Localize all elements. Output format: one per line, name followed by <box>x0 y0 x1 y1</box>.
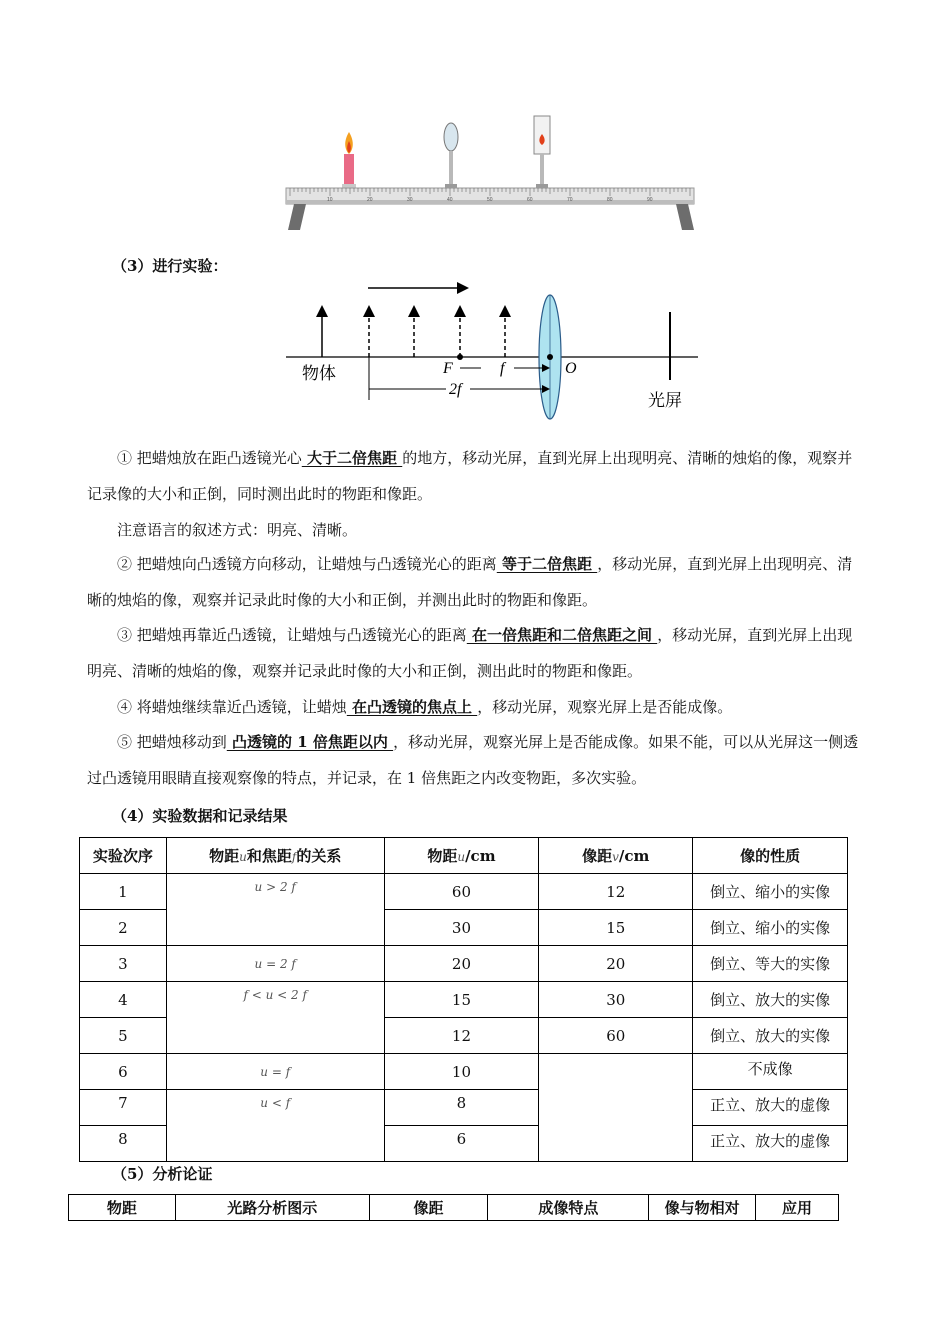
table-row: 8 6 正立、放大的虚像 <box>80 1126 848 1162</box>
analysis-header-image-distance: 像距 <box>369 1195 488 1221</box>
table-row: 4 f < u < 2 f 15 30 倒立、放大的实像 <box>80 982 848 1018</box>
ruler-tick-label: 30 <box>407 197 413 203</box>
table-row: 1 u > 2 f 60 12 倒立、缩小的实像 <box>80 874 848 910</box>
step-1-paragraph: ① 把蜡烛放在距凸透镜光心 大于二倍焦距 的地方，移动光屏，直到光屏上出现明亮、清晰的烛焰的像，观察并记录像的大小和正倒，同时测出此时的物距和像距。 <box>87 449 853 503</box>
analysis-table <box>68 1194 839 1221</box>
candle-icon <box>342 132 356 188</box>
table-header-row <box>80 838 848 874</box>
step-3-paragraph: ③ 把蜡烛再靠近凸透镜，让蜡烛与凸透镜光心的距离 在一倍焦距和二倍焦距之间 ，移动光屏，直到光屏上出现明亮、清晰的烛焰的像，观察并记录此时像的大小和正倒，测出此时的物距和像距。 <box>87 626 853 680</box>
optical-bench-illustration <box>280 112 700 234</box>
optical-center-label: O <box>565 360 577 377</box>
answer-blank: 在一倍焦距和二倍焦距之间 <box>466 626 658 644</box>
analysis-header-relative-position: 像与物相对 <box>649 1195 756 1221</box>
analysis-header-application: 应用 <box>756 1195 839 1221</box>
note-paragraph: 注意语言的叙述方式：明亮、清晰。 <box>117 521 358 539</box>
section4-heading: （4）实验数据和记录结果 <box>112 807 288 825</box>
relation-cell: f < u < 2 f <box>166 982 384 1054</box>
analysis-header-object-distance: 物距 <box>69 1195 176 1221</box>
answer-blank: 大于二倍焦距 <box>301 449 403 467</box>
lens-position-diagram <box>282 278 702 428</box>
step-4-paragraph: ④ 将蜡烛继续靠近凸透镜，让蜡烛 在凸透镜的焦点上 ，移动光屏，观察光屏上是否能成像。 <box>117 698 733 716</box>
ruler-tick-label: 80 <box>607 197 613 203</box>
analysis-header-ray-diagram: 光路分析图示 <box>175 1195 369 1221</box>
ruler-tick-label: 10 <box>327 197 333 203</box>
header-image-nature: 像的性质 <box>693 838 848 874</box>
ruler-tick-label: 70 <box>567 197 573 203</box>
ruler-tick-label: 50 <box>487 197 493 203</box>
answer-blank: 凸透镜的 1 倍焦距以内 <box>226 733 394 751</box>
section3-heading: （3）进行实验： <box>112 257 228 275</box>
step-2-paragraph: ② 把蜡烛向凸透镜方向移动，让蜡烛与凸透镜光心的距离 等于二倍焦距 ，移动光屏，直到光屏上出现明亮、清晰的烛焰的像，观察并记录此时像的大小和正倒，并测出此时的物距和像距。 <box>87 555 853 609</box>
two-f-label: 2f <box>449 381 462 398</box>
header-order: 实验次序 <box>80 838 167 874</box>
table-row: 2 30 15 倒立、缩小的实像 <box>80 910 848 946</box>
ruler-tick-label: 60 <box>527 197 533 203</box>
table-row: 5 12 60 倒立、放大的实像 <box>80 1018 848 1054</box>
header-object-distance: 物距u/cm <box>384 838 539 874</box>
table-row: 7 u < f 8 正立、放大的虚像 <box>80 1090 848 1126</box>
answer-blank: 等于二倍焦距 <box>496 555 598 573</box>
focal-point-label: F <box>443 360 453 377</box>
table-row: 3 u = 2 f 20 20 倒立、等大的实像 <box>80 946 848 982</box>
section5-heading: （5）分析论证 <box>112 1165 213 1183</box>
focal-length-label: f <box>500 360 505 377</box>
header-image-distance: 像距v/cm <box>539 838 693 874</box>
ruler-tick-label: 90 <box>647 197 653 203</box>
ruler-tick-label: 40 <box>447 197 453 203</box>
light-screen-icon <box>534 116 550 188</box>
relation-cell: u = f <box>166 1054 384 1090</box>
relation-cell: u < f <box>166 1090 384 1162</box>
analysis-header-image-features: 成像特点 <box>488 1195 649 1221</box>
relation-cell: u = 2 f <box>166 946 384 982</box>
screen-label: 光屏 <box>648 391 682 411</box>
ruler-tick-label: 20 <box>367 197 373 203</box>
header-relation: 物距u和焦距f的关系 <box>166 838 384 874</box>
answer-blank: 在凸透镜的焦点上 <box>346 698 478 716</box>
object-label: 物体 <box>302 364 336 384</box>
analysis-header-row <box>69 1195 839 1221</box>
table-row: 6 u = f 10 不成像 <box>80 1054 848 1090</box>
relation-cell: u > 2 f <box>166 874 384 946</box>
step-5-paragraph: ⑤ 把蜡烛移动到 凸透镜的 1 倍焦距以内 ，移动光屏，观察光屏上是否能成像。如果不能，可以从光屏这一侧透过凸透镜用眼睛直接观察像的特点，并记录，在 1 倍焦距之内改变物距，多次实验。 <box>87 733 859 787</box>
experiment-data-table <box>79 837 848 1162</box>
convex-lens-icon <box>444 123 458 188</box>
